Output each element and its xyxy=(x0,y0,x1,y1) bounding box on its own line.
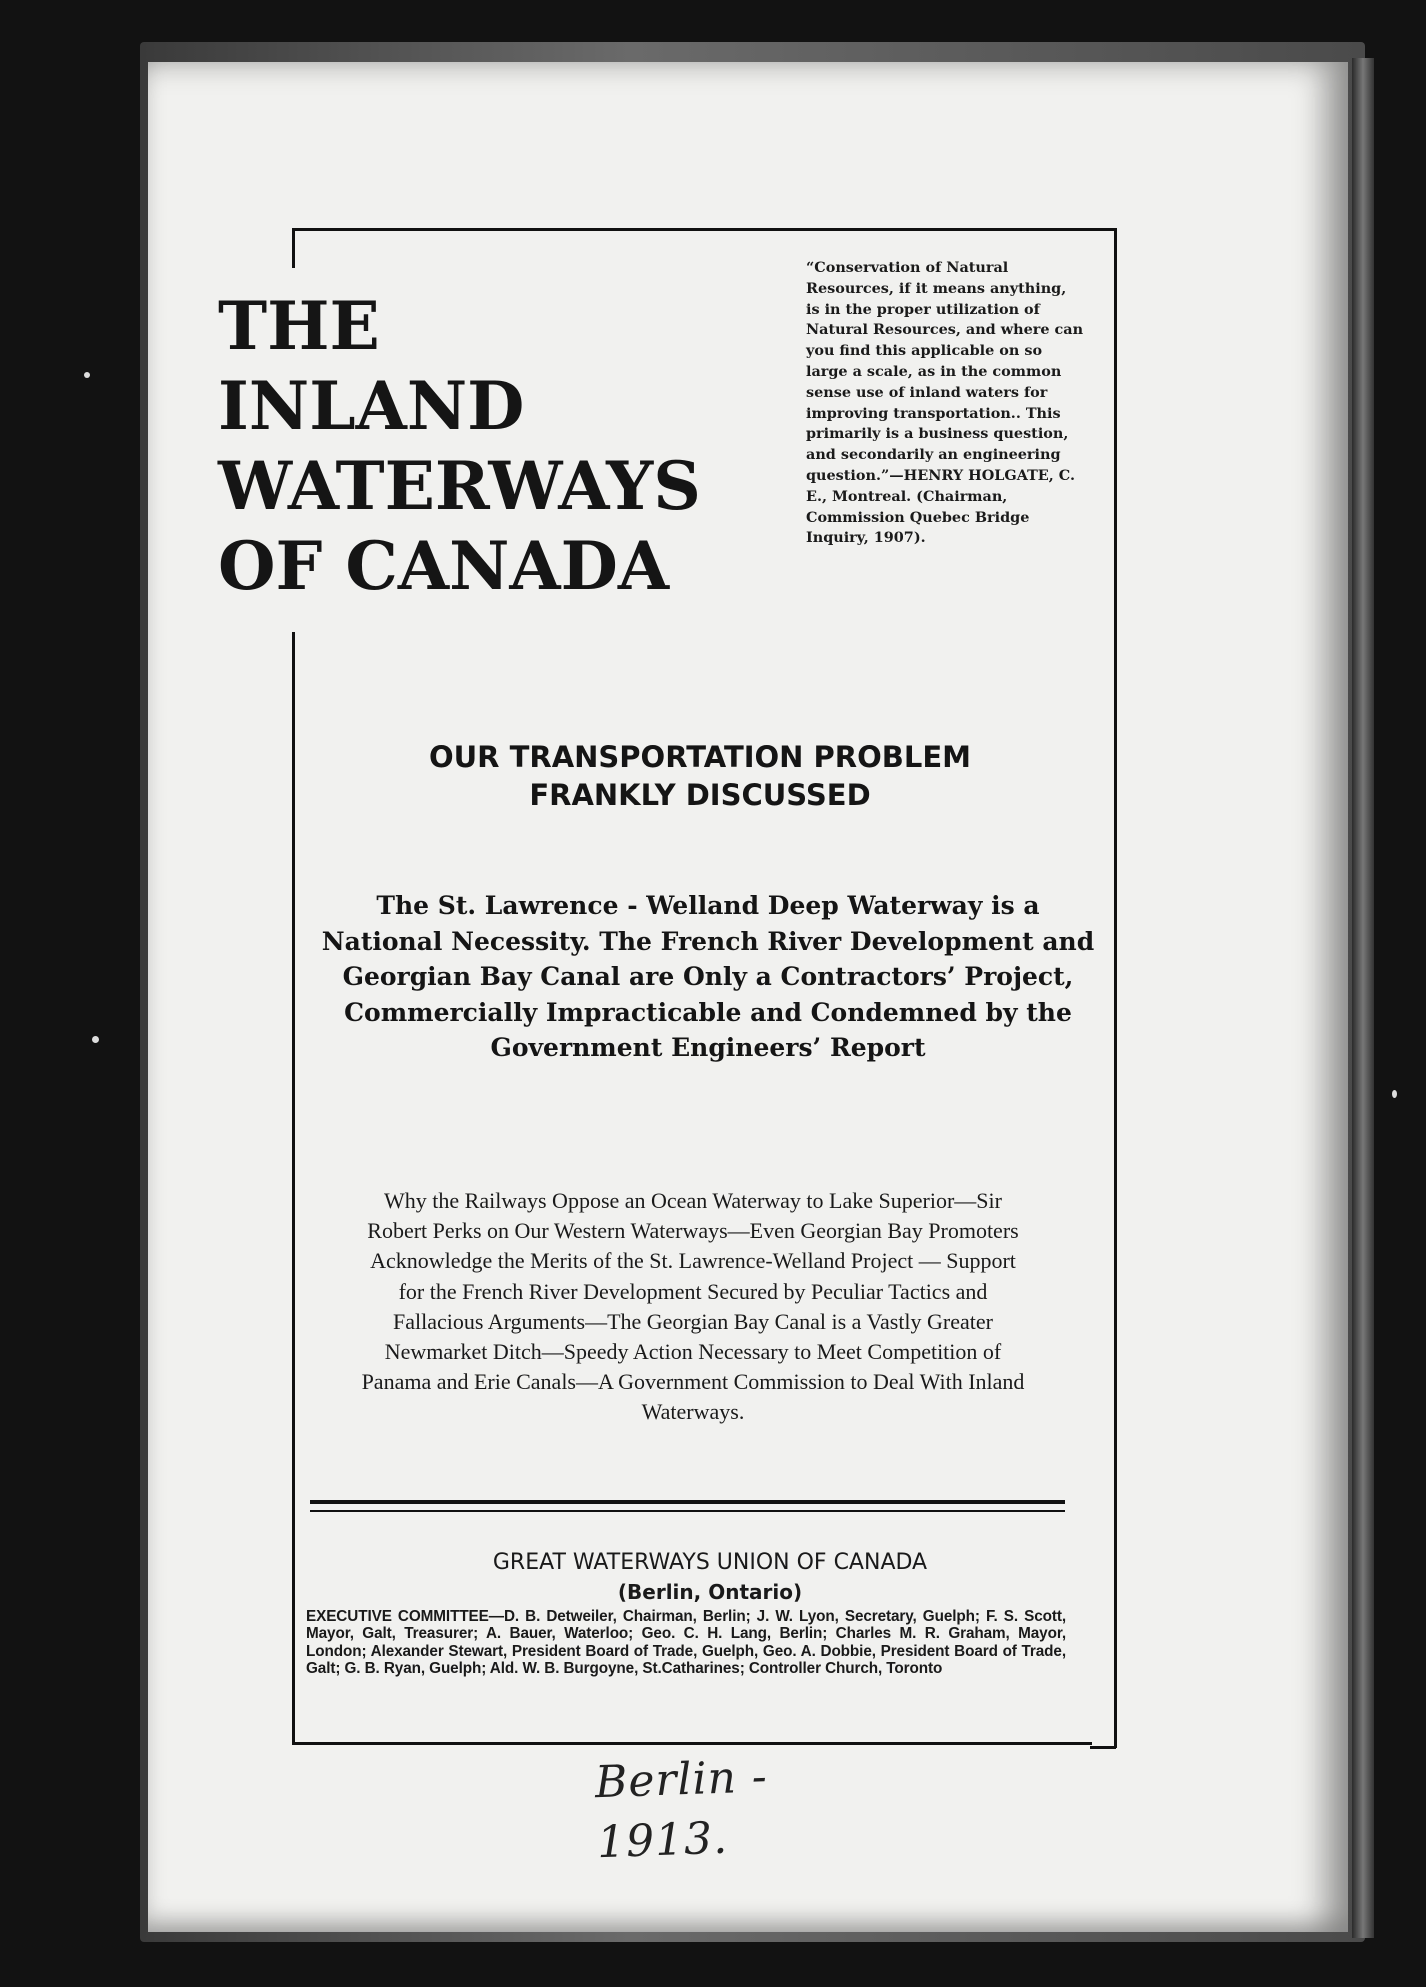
frame-bottom-rule xyxy=(292,1742,1092,1745)
frame-left-rule-lower xyxy=(292,632,295,1742)
dust-speck xyxy=(92,1036,99,1043)
subheading-line-2: FRANKLY DISCUSSED xyxy=(529,778,871,812)
contents-summary: Why the Railways Oppose an Ocean Waterway to Lake Superior—Sir Robert Perks on Our Western Waterways—Even Georgian Bay Promoters Acknowledge the Merits of the St. Lawrence-Welland Project — Support for the French River Development Secured by Peculiar Tactics and Fallacious Arguments—The Georgian Bay Canal is a Vastly Greater Newmarket Ditch—Speedy Action Necessary to Meet Competition of Panama and Erie Canals—A Government Commission to Deal With Inland Waterways. xyxy=(361,1188,1025,1425)
dust-speck xyxy=(84,372,90,378)
title-line-2: INLAND xyxy=(218,367,525,445)
title-line-1: THE xyxy=(218,287,380,365)
main-statement: The St. Lawrence - Welland Deep Waterway is a National Necessity. The French River Development and Georgian Bay Canal are Only a Contractors’ Project, Commercially Impracticable and Condemned by the Government Engineers’ Report xyxy=(321,891,1095,1062)
frame-right-rule xyxy=(1114,228,1117,1748)
subheading xyxy=(330,738,1070,814)
epigraph-quote: “Conservation of Natural Resources, if it means anything, is in the proper utilization of Natural Resources, and where can you find this applicable on so large a scale, as in the common sense use of inland waters for improving transportation.. This primarily is a business question, and secondarily an engineering question.”—HENRY HOLGATE, C. E., Montreal. (Chairman, Commission Quebec Bridge Inquiry, 1907). xyxy=(806,259,1084,547)
book-title xyxy=(218,286,778,606)
handwritten-annotation: Berlin - 1913. xyxy=(594,1751,769,1869)
double-rule-top xyxy=(310,1500,1065,1504)
title-line-4: OF CANADA xyxy=(218,527,670,605)
dust-speck xyxy=(1392,1090,1397,1098)
publisher-location: (Berlin, Ontario) xyxy=(617,1580,803,1604)
executive-committee: EXECUTIVE COMMITTEE—D. B. Detweiler, Chairman, Berlin; J. W. Lyon, Secretary, Guelph; F. S. Scott, Mayor, Galt, Treasurer; A. Bauer, Waterloo; Geo. C. H. Lang, Berlin; Charles M. R. Graham, Mayor, London; Alexander Stewart, President Board of Trade, Guelph, Geo. A. Dobbie, President Board of Trade, Galt; G. B. Ryan, Guelph; Ald. W. B. Burgoyne, St.Catharines; Controller Church, Toronto xyxy=(306,1608,1066,1678)
title-line-3: WATERWAYS xyxy=(218,447,701,525)
frame-top-rule xyxy=(292,228,1117,231)
publisher-name: GREAT WATERWAYS UNION OF CANADA xyxy=(492,1550,928,1575)
subheading-line-1: OUR TRANSPORTATION PROBLEM xyxy=(428,740,972,774)
frame-left-rule-upper xyxy=(292,228,295,268)
double-rule-bottom xyxy=(310,1510,1065,1512)
frame-corner-tick xyxy=(1090,1746,1116,1749)
book-spine-edge xyxy=(1352,58,1374,1938)
